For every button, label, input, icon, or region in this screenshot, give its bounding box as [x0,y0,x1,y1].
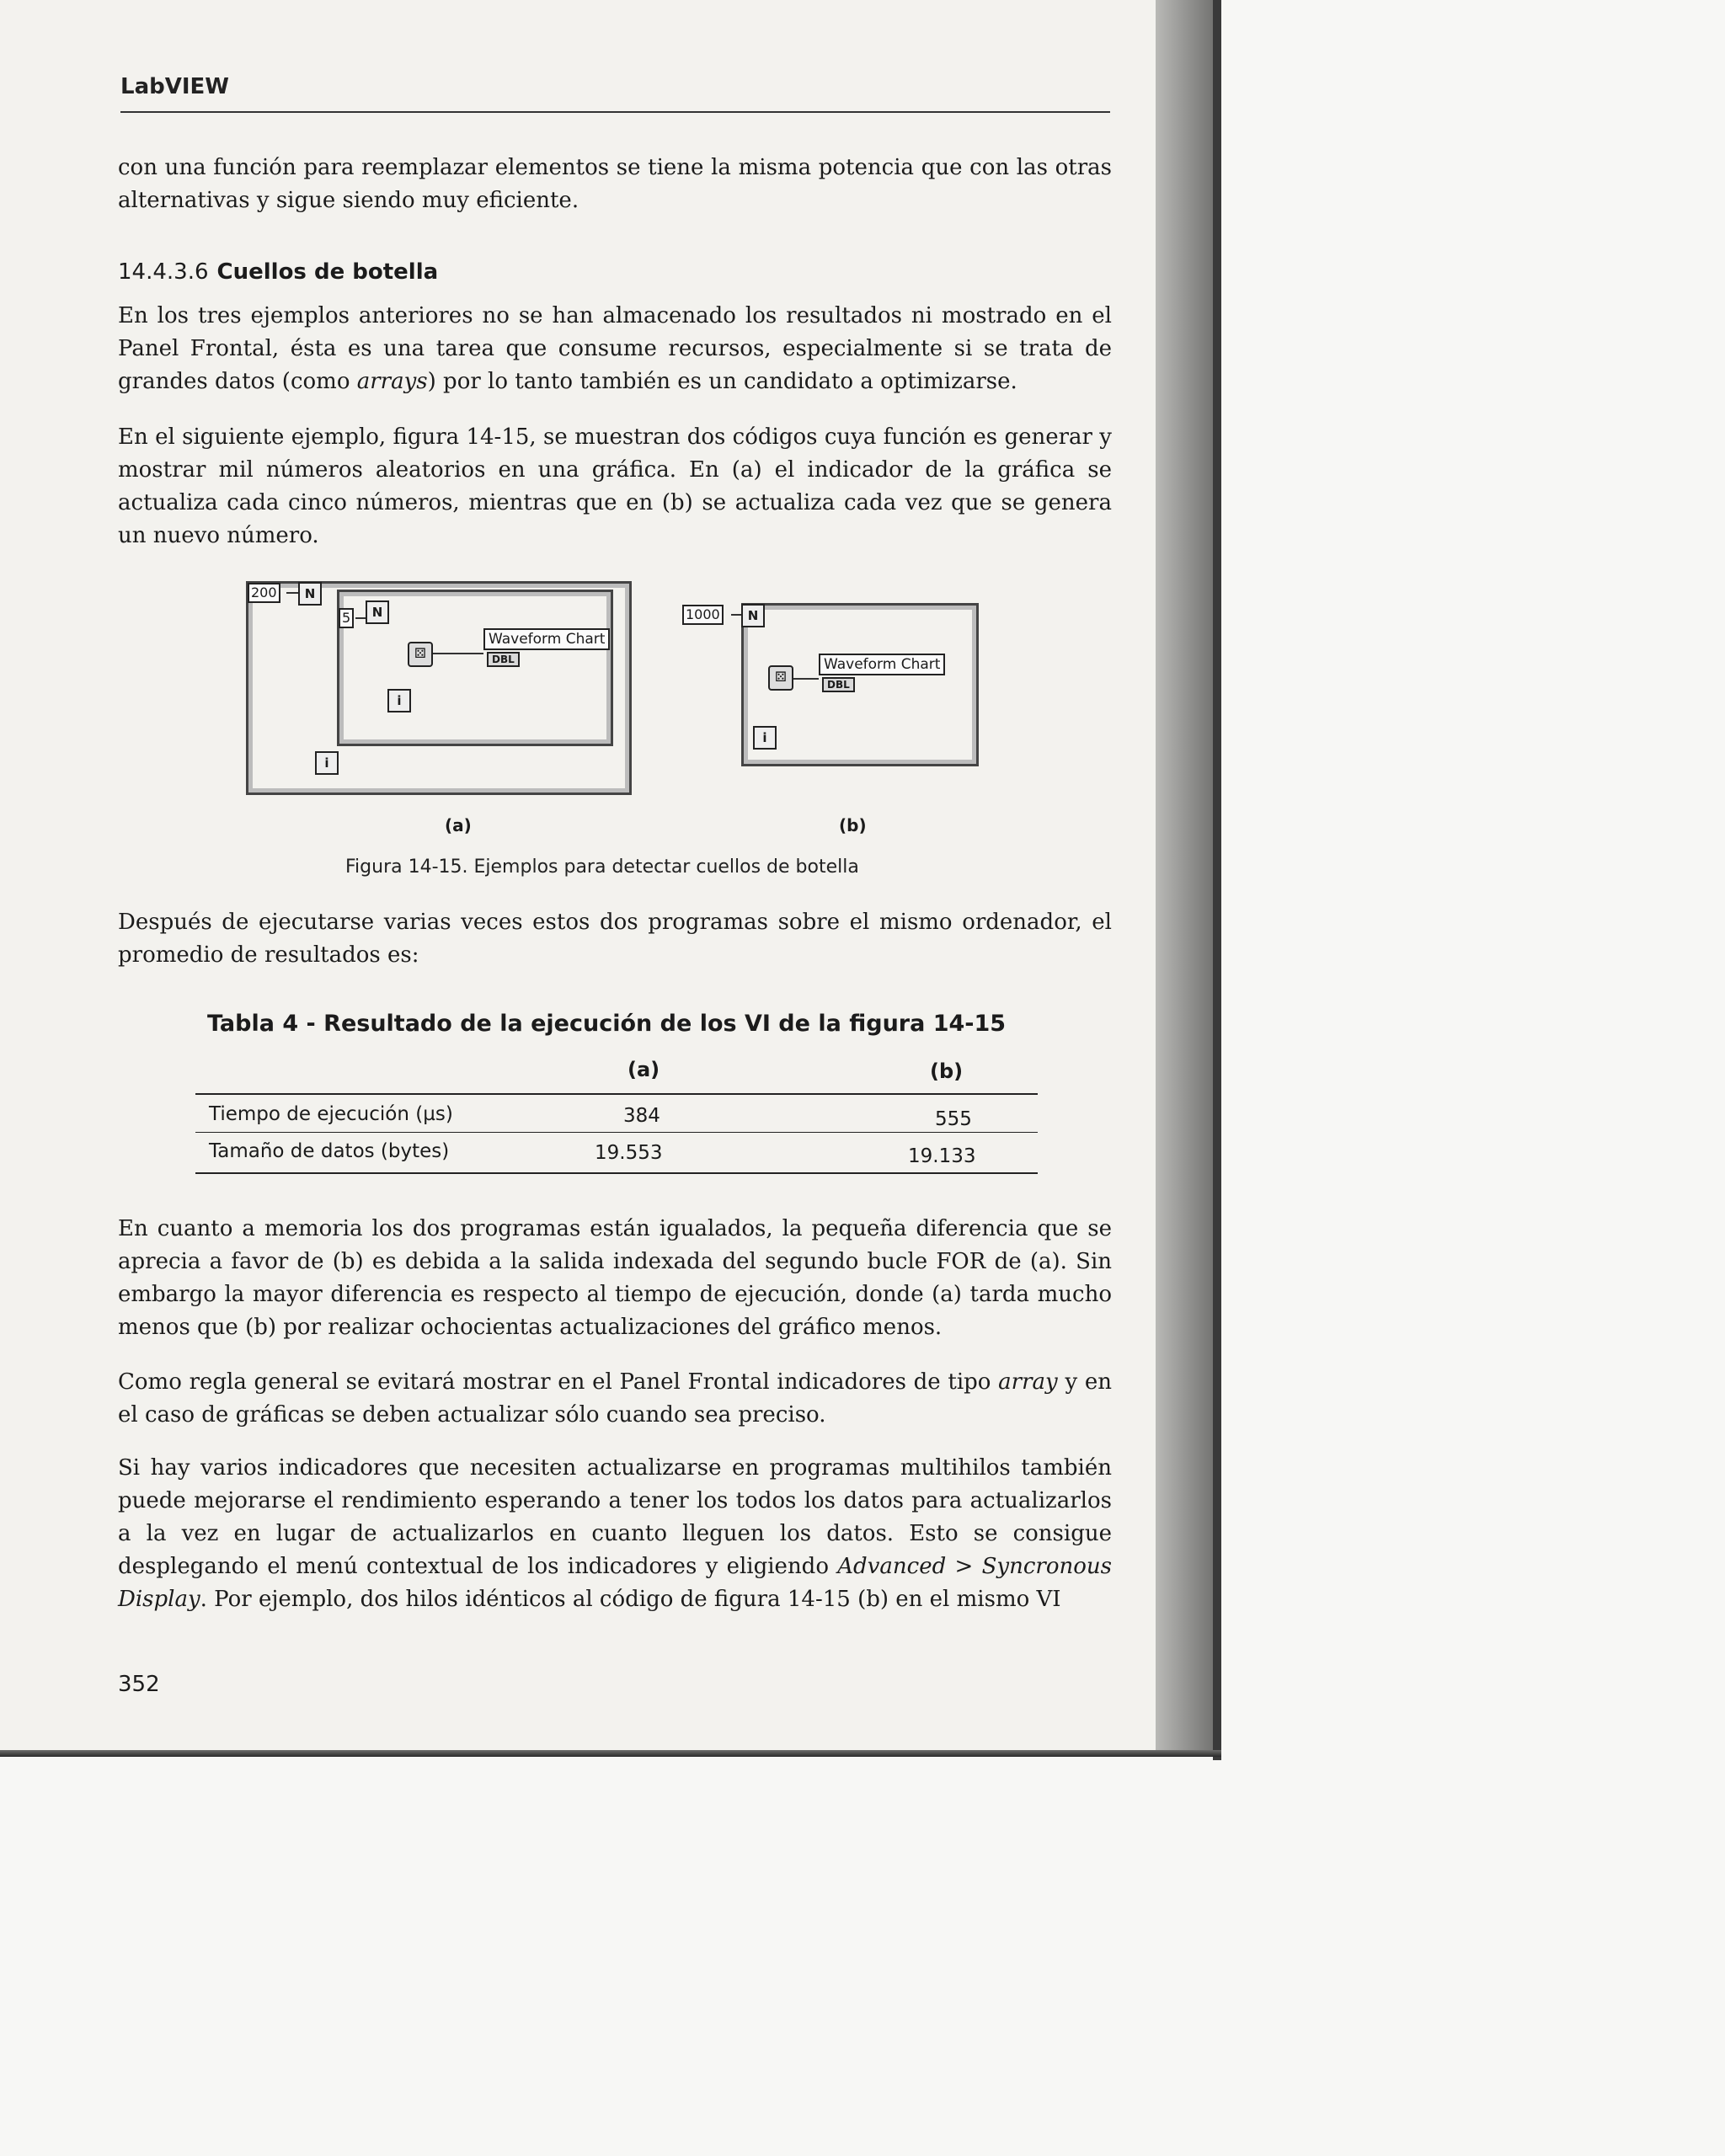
paragraph-4: En cuanto a memoria los dos programas están igualados, la pequeña diferencia que se aprecia a favor de (b) es debida a la salida indexada del segundo bucle FOR de (a). Sin embargo la mayor diferencia es respecto al tiempo de ejecución, donde (a) tarda mucho menos que (b) por realizar ochocientas actualizaciones del gráfico menos. [118,1216,1112,1340]
waveform-chart-label-a: Waveform Chart [483,628,610,650]
random-number-icon: ⚄ [408,642,433,667]
paragraph-5: Como regla general se evitará mostrar en el Panel Frontal indicadores de tipo array y en el caso de gráficas se deben actualizar sólo cuando sea preciso. [118,1369,1112,1428]
table-row-rule [195,1132,1038,1133]
count-constant-5: 5 [339,608,354,628]
iteration-terminal-inner-a: i [387,689,411,712]
wire [731,614,741,616]
inner-count-terminal-a: N [366,600,389,624]
table-row-label: Tiempo de ejecución (µs) [209,1103,453,1125]
random-number-icon: ⚄ [768,665,793,691]
table-top-rule [195,1093,1038,1095]
count-constant-1000: 1000 [682,605,724,625]
table-title: Tabla 4 - Resultado de la ejecución de los VI de la figura 14-15 [207,1011,1007,1037]
iteration-terminal-outer-a: i [315,751,339,775]
paragraph-2: En el siguiente ejemplo, figura 14-15, se muestran dos códigos cuya función es generar y mostrar mil números aleatorios en una gráfica. En (a) el indicador de la gráfica se actualiza cada cinco números, mientras que en (b) se actualiza cada vez que se genera un nuevo número. [118,424,1112,548]
intro-paragraph: con una función para reemplazar elementos se tiene la misma potencia que con las otras alternativas y sigue siendo muy eficiente. [118,155,1112,213]
loop-count-terminal-b: N [741,604,765,627]
section-title: Cuellos de botella [216,259,439,285]
table-bottom-rule [195,1172,1038,1174]
wire [793,678,819,680]
section-heading [118,259,438,285]
loop-count-terminal-a: N [298,582,322,606]
paragraph-3: Después de ejecutarse varias veces estos dos programas sobre el mismo ordenador, el promedio de resultados es: [118,910,1112,968]
figure-caption: Figura 14-15. Ejemplos para detectar cuellos de botella [345,857,859,878]
iteration-terminal-b: i [753,726,777,750]
paragraph-1: En los tres ejemplos anteriores no se han almacenado los resultados ni mostrado en el Panel Frontal, ésta es una tarea que consume recursos, especialmente si se trata de grandes datos (como arrays) por lo tanto también es un candidato a optimizarse. [118,303,1112,394]
count-constant-200: 200 [248,583,280,603]
table-column-b: (b) [930,1059,964,1083]
page-gutter-shadow [1156,0,1221,1756]
table-column-a: (a) [628,1058,660,1081]
paragraph-6: Si hay varios indicadores que necesiten actualizarse en programas multihilos también puede mejorarse el rendimiento esperando a tener los todos los datos para actualizarlos a la vez en lugar de actualizarlos en cuanto lleguen los datos. Esto se consigue desplegando el menú contextual de los indicadores y eligiendo Advanced > Syncronous Display. Por ejemplo, dos hilos idénticos al código de figura 14-15 (b) en el mismo VI [118,1455,1112,1612]
header-title: LabVIEW [120,74,229,99]
table-cell: 555 [935,1108,972,1130]
figure-label-b: (b) [839,815,867,835]
table-cell: 19.133 [908,1145,976,1167]
section-number: 14.4.3.6 [118,259,209,285]
dbl-terminal-b: DBL [822,677,855,692]
page-number: 352 [118,1672,160,1697]
table-cell: 19.553 [595,1142,663,1164]
dbl-terminal-a: DBL [487,652,520,667]
running-header [120,74,1110,113]
waveform-chart-label-b: Waveform Chart [819,654,945,675]
page-bottom-edge [0,1750,1221,1757]
page-edge [1213,0,1221,1760]
wire [286,592,298,594]
table-row-label: Tamaño de datos (bytes) [209,1140,450,1162]
figure-label-a: (a) [445,815,472,835]
wire [355,617,366,619]
wire [433,653,483,654]
table-cell: 384 [623,1105,660,1127]
